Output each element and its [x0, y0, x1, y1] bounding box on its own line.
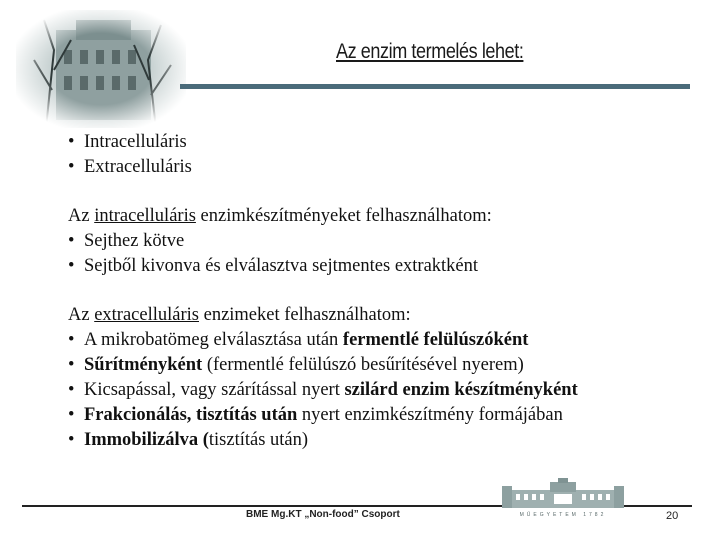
- list-item: • Intracelluláris: [68, 130, 578, 155]
- building-caption: MŰEGYETEM 1782: [519, 512, 607, 518]
- list-item: • Sűrítményként (fermentlé felülúszó besűrítésével nyerem): [68, 353, 578, 378]
- list-item: • Sejtből kivonva és elválasztva sejtmentes extraktként: [68, 254, 578, 279]
- bullet-icon: •: [68, 157, 75, 177]
- bullet-icon: •: [68, 430, 75, 450]
- bullet-icon: •: [68, 405, 75, 425]
- slide-title: Az enzim termelés lehet:: [336, 40, 524, 63]
- list-item: • Frakcionálás, tisztítás után nyert enzimkészítmény formájában: [68, 403, 578, 428]
- bullet-icon: •: [68, 355, 75, 375]
- bullet-icon: •: [68, 256, 75, 276]
- bullet-icon: •: [68, 330, 75, 350]
- footer-text: BME Mg.KT „Non-food” Csoport: [246, 509, 400, 520]
- page-number: 20: [666, 510, 679, 522]
- list-item: • Kicsapással, vagy szárítással nyert szilárd enzim készítményként: [68, 378, 578, 403]
- list-item: • Sejthez kötve: [68, 229, 578, 254]
- slide-content: [68, 130, 578, 453]
- list-item: • Extracelluláris: [68, 155, 578, 180]
- header-photo: [16, 10, 186, 128]
- title-underline-bar: [180, 84, 690, 89]
- section-intro: Az extracelluláris enzimeket felhasználhatom:: [68, 305, 411, 325]
- section-intro: Az intracelluláris enzimkészítményeket felhasználhatom:: [68, 206, 492, 226]
- bullet-icon: •: [68, 231, 75, 251]
- list-item: • Immobilizálva (tisztítás után): [68, 428, 578, 453]
- list-item: • A mikrobatömeg elválasztása után fermentlé felülúszóként: [68, 328, 578, 353]
- bullet-icon: •: [68, 132, 75, 152]
- bullet-icon: •: [68, 380, 75, 400]
- university-building-logo: [488, 478, 638, 518]
